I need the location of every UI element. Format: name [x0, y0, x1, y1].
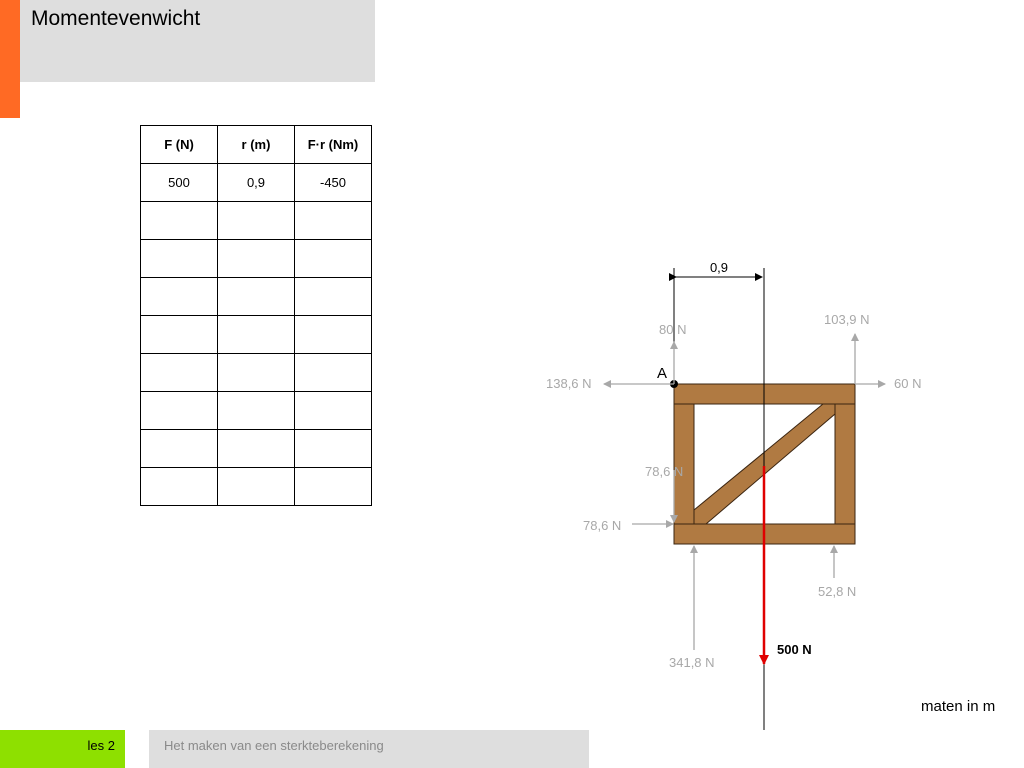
units-note: maten in m: [921, 698, 996, 715]
force-label-left-top: 138,6 N: [546, 376, 592, 391]
dimension-label: 0,9: [709, 260, 729, 275]
load-label: 500 N: [777, 642, 812, 657]
force-label-up-left-bottom: 341,8 N: [669, 655, 715, 670]
header-force: F (N): [141, 126, 218, 164]
header-arm: r (m): [218, 126, 295, 164]
footer-course-box: [149, 730, 589, 768]
point-a-label: A: [657, 365, 668, 382]
table-cell: 500: [141, 164, 218, 202]
footer-lesson-box: [0, 730, 125, 768]
dimension-line: [674, 268, 764, 400]
footer-course: Het maken van een sterkteberekening: [164, 738, 384, 753]
force-label-right-top: 60 N: [894, 376, 922, 391]
footer-lesson: les 2: [87, 738, 115, 753]
force-label-up-right-bottom: 52,8 N: [818, 584, 857, 599]
force-label-down-left-mid: 78,6 N: [645, 464, 684, 479]
force-label-right-bottom-left: 78,6 N: [583, 518, 622, 533]
force-label-up-a: 80 N: [659, 322, 687, 337]
force-label-up-right-top: 103,9 N: [824, 312, 870, 327]
table-cell: 0,9: [218, 164, 295, 202]
header-moment: F·r (Nm): [295, 126, 372, 164]
slide-title: Momentevenwicht: [31, 7, 201, 30]
beam-right: [835, 404, 855, 524]
table-cell: -450: [295, 164, 372, 202]
